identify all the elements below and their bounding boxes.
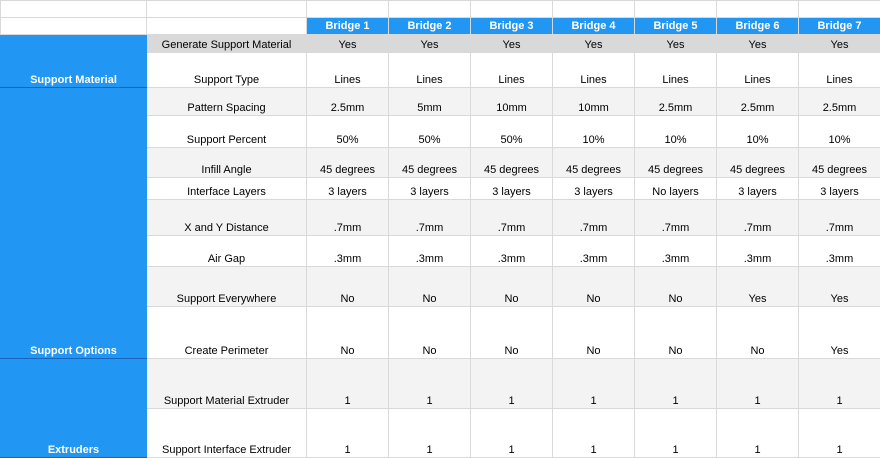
cell-value[interactable]: Yes bbox=[799, 267, 880, 307]
cell-blank[interactable] bbox=[635, 1, 717, 18]
cell-value[interactable]: .7mm bbox=[389, 200, 471, 236]
section-label-support-options[interactable]: Support Options bbox=[1, 88, 147, 359]
cell-value[interactable]: 2.5mm bbox=[307, 88, 389, 116]
cell-blank[interactable] bbox=[799, 1, 880, 18]
cell-value[interactable]: 1 bbox=[717, 409, 799, 458]
cell-value[interactable]: No bbox=[471, 307, 553, 359]
cell-value[interactable]: .7mm bbox=[471, 200, 553, 236]
cell-value[interactable]: No bbox=[553, 307, 635, 359]
cell-value[interactable]: Lines bbox=[307, 53, 389, 88]
cell-value[interactable]: 2.5mm bbox=[799, 88, 880, 116]
row-label[interactable]: Air Gap bbox=[147, 236, 307, 267]
cell-value[interactable]: 1 bbox=[553, 359, 635, 409]
cell-value[interactable]: .7mm bbox=[307, 200, 389, 236]
cell-value[interactable]: No bbox=[471, 267, 553, 307]
cell-value[interactable]: .3mm bbox=[635, 236, 717, 267]
cell-value[interactable]: Yes bbox=[799, 35, 880, 53]
cell-value[interactable]: Yes bbox=[717, 267, 799, 307]
cell-value[interactable]: .7mm bbox=[717, 200, 799, 236]
cell-value[interactable]: 1 bbox=[307, 359, 389, 409]
cell-value[interactable]: .3mm bbox=[471, 236, 553, 267]
cell-value[interactable]: 3 layers bbox=[799, 178, 880, 200]
cell-value[interactable]: 10% bbox=[717, 116, 799, 148]
cell-value[interactable]: 50% bbox=[307, 116, 389, 148]
cell-value[interactable]: 2.5mm bbox=[717, 88, 799, 116]
spreadsheet-blank-row bbox=[1, 1, 880, 18]
section-label-extruders[interactable]: Extruders bbox=[1, 359, 147, 458]
cell-value[interactable]: Lines bbox=[471, 53, 553, 88]
header-row bbox=[1, 18, 880, 35]
cell-blank[interactable] bbox=[1, 18, 147, 35]
cell-value[interactable]: .3mm bbox=[717, 236, 799, 267]
cell-value[interactable]: 50% bbox=[389, 116, 471, 148]
row-label[interactable]: Support Interface Extruder bbox=[147, 409, 307, 458]
cell-value[interactable]: .3mm bbox=[307, 236, 389, 267]
cell-value[interactable]: No bbox=[553, 267, 635, 307]
cell-value[interactable]: .3mm bbox=[799, 236, 880, 267]
cell-blank[interactable] bbox=[553, 1, 635, 18]
cell-value[interactable]: No bbox=[717, 307, 799, 359]
cell-value[interactable]: .7mm bbox=[635, 200, 717, 236]
cell-value[interactable]: 1 bbox=[307, 409, 389, 458]
cell-value[interactable]: 10% bbox=[553, 116, 635, 148]
section-label-support-material[interactable]: Support Material bbox=[1, 35, 147, 88]
cell-value[interactable]: No bbox=[635, 307, 717, 359]
cell-value[interactable]: 10% bbox=[799, 116, 880, 148]
cell-value[interactable]: 1 bbox=[471, 359, 553, 409]
column-header-bridge-1[interactable]: Bridge 1 bbox=[307, 18, 389, 35]
cell-value[interactable]: 5mm bbox=[389, 88, 471, 116]
cell-value[interactable]: .7mm bbox=[553, 200, 635, 236]
row-label[interactable]: Support Material Extruder bbox=[147, 359, 307, 409]
row-label[interactable]: Interface Layers bbox=[147, 178, 307, 200]
cell-value[interactable]: Yes bbox=[389, 35, 471, 53]
cell-blank[interactable] bbox=[717, 1, 799, 18]
cell-value[interactable]: Yes bbox=[799, 307, 880, 359]
cell-value[interactable]: 45 degrees bbox=[635, 148, 717, 178]
cell-value[interactable]: 3 layers bbox=[389, 178, 471, 200]
cell-value[interactable]: 45 degrees bbox=[471, 148, 553, 178]
cell-value[interactable]: 1 bbox=[389, 409, 471, 458]
cell-value[interactable]: No bbox=[307, 307, 389, 359]
cell-value[interactable]: Yes bbox=[307, 35, 389, 53]
table-row bbox=[1, 88, 880, 116]
cell-value[interactable]: 10mm bbox=[471, 88, 553, 116]
cell-value[interactable]: 1 bbox=[717, 359, 799, 409]
cell-blank[interactable] bbox=[147, 18, 307, 35]
cell-value[interactable]: Yes bbox=[553, 35, 635, 53]
row-label[interactable]: Pattern Spacing bbox=[147, 88, 307, 116]
cell-value[interactable]: .3mm bbox=[553, 236, 635, 267]
row-label[interactable]: X and Y Distance bbox=[147, 200, 307, 236]
cell-blank[interactable] bbox=[147, 1, 307, 18]
cell-blank[interactable] bbox=[471, 1, 553, 18]
cell-blank[interactable] bbox=[389, 1, 471, 18]
cell-value[interactable]: Lines bbox=[389, 53, 471, 88]
cell-value[interactable]: Yes bbox=[717, 35, 799, 53]
row-label[interactable]: Create Perimeter bbox=[147, 307, 307, 359]
cell-value[interactable]: 1 bbox=[799, 359, 880, 409]
cell-value[interactable]: No bbox=[389, 267, 471, 307]
cell-value[interactable]: 45 degrees bbox=[553, 148, 635, 178]
cell-value[interactable]: No bbox=[635, 267, 717, 307]
cell-value[interactable]: 50% bbox=[471, 116, 553, 148]
row-label[interactable]: Support Percent bbox=[147, 116, 307, 148]
cell-value[interactable]: .7mm bbox=[799, 200, 880, 236]
cell-value[interactable]: No bbox=[389, 307, 471, 359]
column-header-bridge-7[interactable]: Bridge 7 bbox=[799, 18, 880, 35]
row-label[interactable]: Infill Angle bbox=[147, 148, 307, 178]
cell-value[interactable]: 1 bbox=[799, 409, 880, 458]
cell-value[interactable]: 45 degrees bbox=[799, 148, 880, 178]
column-header-bridge-5[interactable]: Bridge 5 bbox=[635, 18, 717, 35]
data-rows bbox=[1, 35, 880, 458]
cell-value[interactable]: 3 layers bbox=[553, 178, 635, 200]
cell-value[interactable]: 10% bbox=[635, 116, 717, 148]
cell-value[interactable]: Yes bbox=[471, 35, 553, 53]
column-header-bridge-4[interactable]: Bridge 4 bbox=[553, 18, 635, 35]
row-label[interactable]: Support Everywhere bbox=[147, 267, 307, 307]
cell-value[interactable]: 3 layers bbox=[471, 178, 553, 200]
table-row bbox=[1, 359, 880, 409]
column-header-bridge-3[interactable]: Bridge 3 bbox=[471, 18, 553, 35]
cell-value[interactable]: 45 degrees bbox=[307, 148, 389, 178]
cell-value[interactable]: Lines bbox=[717, 53, 799, 88]
cell-value[interactable]: 1 bbox=[635, 359, 717, 409]
column-header-bridge-6[interactable]: Bridge 6 bbox=[717, 18, 799, 35]
cell-value[interactable]: 1 bbox=[553, 409, 635, 458]
cell-value[interactable]: 1 bbox=[389, 359, 471, 409]
cell-value[interactable]: 1 bbox=[471, 409, 553, 458]
cell-blank[interactable] bbox=[307, 1, 389, 18]
cell-value[interactable]: .3mm bbox=[389, 236, 471, 267]
column-header-bridge-2[interactable]: Bridge 2 bbox=[389, 18, 471, 35]
cell-value[interactable]: Yes bbox=[635, 35, 717, 53]
cell-value[interactable]: 3 layers bbox=[717, 178, 799, 200]
cell-value[interactable]: 2.5mm bbox=[635, 88, 717, 116]
cell-value[interactable]: Lines bbox=[553, 53, 635, 88]
cell-value[interactable]: 1 bbox=[635, 409, 717, 458]
cell-blank[interactable] bbox=[1, 1, 147, 18]
table-row bbox=[1, 35, 880, 53]
row-label[interactable]: Support Type bbox=[147, 53, 307, 88]
row-label[interactable]: Generate Support Material bbox=[147, 35, 307, 53]
cell-value[interactable]: 10mm bbox=[553, 88, 635, 116]
cell-value[interactable]: 45 degrees bbox=[389, 148, 471, 178]
cell-value[interactable]: No bbox=[307, 267, 389, 307]
cell-value[interactable]: 45 degrees bbox=[717, 148, 799, 178]
cell-value[interactable]: 3 layers bbox=[307, 178, 389, 200]
cell-value[interactable]: Lines bbox=[799, 53, 880, 88]
cell-value[interactable]: No layers bbox=[635, 178, 717, 200]
cell-value[interactable]: Lines bbox=[635, 53, 717, 88]
